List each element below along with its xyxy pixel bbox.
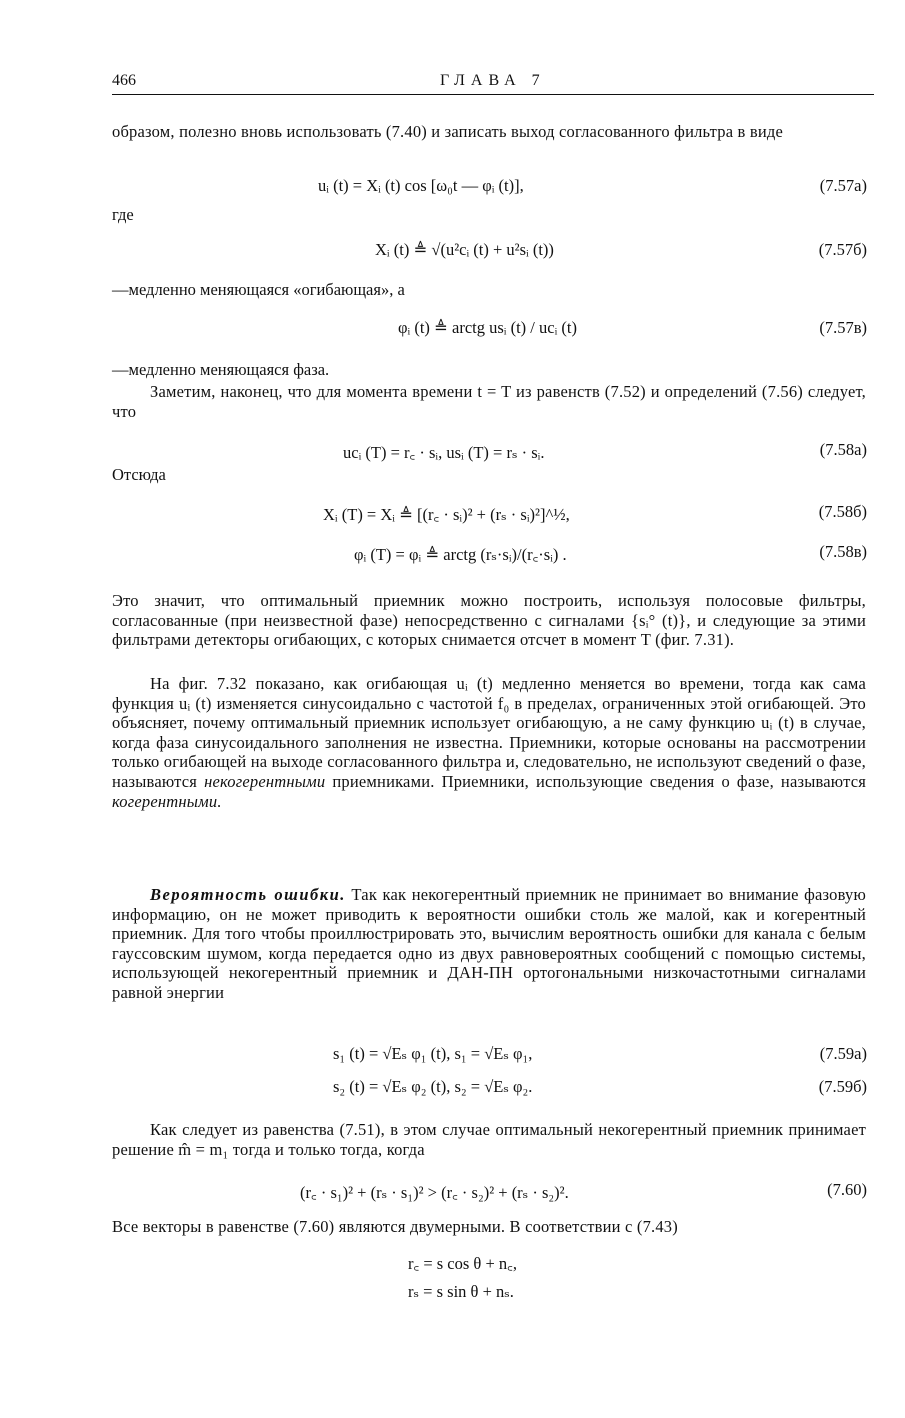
header-rule	[112, 94, 874, 95]
paragraph-error-probability	[112, 885, 866, 1003]
paragraph-error-probability-text: Так как некогерентный приемник не принимает во внимание фазовую информацию, он не может приводить к вероятности ошибки столь же малой, как и когерентный приемник. Для того чтобы проиллюстрировать это, вычислим вероятность ошибки для канала с белым гауссовским шумом, когда передается одно из двух равновероятных сообщений с помощью системы, использующей некогерентный приемник и ДАН-ПН ортогональными низкочастотными сигналами равной энергии	[112, 885, 867, 1002]
equation-rs: rₛ = s sin θ + nₛ.	[408, 1282, 514, 1301]
paragraph-vectors: Все векторы в равенстве (7.60) являются двумерными. В соответствии с (7.43)	[112, 1217, 678, 1236]
paragraph-envelope-figure-text-2: приемниками. Приемники, использующие сведения о фазе, называются	[332, 771, 867, 791]
paragraph-envelope-figure	[112, 674, 866, 811]
equation-7-58b: Xᵢ (T) = Xᵢ ≜ [(r꜀ · sᵢ)² + (rₛ · sᵢ)²]^½,	[323, 505, 570, 524]
equation-number-7-57b: (7.57б)	[818, 240, 867, 259]
chapter-heading: ГЛАВА 7	[440, 72, 546, 89]
hence-label: Отсюда	[112, 465, 166, 484]
paragraph-optimal-receiver: Это значит, что оптимальный приемник можно построить, используя полосовые фильтры, согласованные (при неизвестной фазе) непосредственно с сигналами {sᵢ° (t)}, и следующие за этими фильтрами детекторы огибающих, с которых снимается отсчет в момент T (фиг. 7.31).	[112, 591, 866, 650]
where-label: где	[112, 205, 134, 224]
equation-7-60: (r꜀ · s₁)² + (rₛ · s₁)² > (r꜀ · s₂)² + (rₛ · s₂)².	[300, 1183, 569, 1202]
paragraph-note: Заметим, наконец, что для момента времени t = T из равенств (7.52) и определений (7.56) следует, что	[112, 382, 866, 421]
page-number: 466	[112, 72, 136, 89]
equation-7-59b: s₂ (t) = √Eₛ φ₂ (t), s₂ = √Eₛ φ₂.	[333, 1077, 533, 1096]
paragraph-decision: Как следует из равенства (7.51), в этом случае оптимальный некогерентный приемник принимает решение m̂ = m₁ тогда и только тогда, когда	[112, 1120, 866, 1159]
term-coherent: когерентными.	[112, 791, 222, 811]
paragraph-envelope-figure-text: На фиг. 7.32 показано, как огибающая uᵢ (t) медленно меняется во времени, тогда как сама функция uᵢ (t) изменяется синусоидально с частотой f₀ в пределах, ограниченных этой огибающей. Это объясняет, почему оптимальный приемник использует огибающую, а не саму функцию uᵢ (t) в случае, когда фаза синусоидального заполнения не известна. Приемники, которые основаны на рассмотрении только огибающей на выходе согласованного фильтра и, следовательно, не используют сведений о фазе, называются	[112, 674, 866, 791]
equation-number-7-58b: (7.58б)	[818, 502, 867, 521]
paragraph-envelope: —медленно меняющаяся «огибающая», а	[112, 280, 405, 299]
equation-7-58a: ucᵢ (T) = r꜀ · sᵢ, usᵢ (T) = rₛ · sᵢ.	[343, 443, 545, 462]
equation-7-57v: φᵢ (t) ≜ arctg usᵢ (t) / ucᵢ (t)	[398, 318, 577, 337]
equation-number-7-57v: (7.57в)	[819, 318, 867, 337]
equation-7-59a: s₁ (t) = √Eₛ φ₁ (t), s₁ = √Eₛ φ₁,	[333, 1044, 533, 1063]
equation-number-7-58v: (7.58в)	[819, 542, 867, 561]
equation-number-7-57a: (7.57а)	[819, 176, 867, 195]
equation-rc: r꜀ = s cos θ + n꜀,	[408, 1254, 517, 1273]
equation-7-57b: Xᵢ (t) ≜ √(u²cᵢ (t) + u²sᵢ (t))	[375, 240, 554, 259]
equation-7-58v: φᵢ (T) = φᵢ ≜ arctg (rₛ·sᵢ)/(r꜀·sᵢ) .	[354, 545, 567, 564]
paragraph-phase: —медленно меняющаяся фаза.	[112, 360, 330, 379]
equation-number-7-58a: (7.58а)	[819, 440, 867, 459]
equation-7-57a: uᵢ (t) = Xᵢ (t) cos [ω₀t — φᵢ (t)],	[318, 176, 524, 195]
equation-number-7-59a: (7.59а)	[819, 1044, 867, 1063]
term-noncoherent: некогерентными	[204, 771, 326, 791]
paragraph-1: образом, полезно вновь использовать (7.40) и записать выход согласованного фильтра в виде	[112, 122, 783, 141]
equation-number-7-59b: (7.59б)	[818, 1077, 867, 1096]
equation-number-7-60: (7.60)	[827, 1180, 867, 1199]
section-run-in-heading: Вероятность ошибки.	[150, 885, 346, 904]
